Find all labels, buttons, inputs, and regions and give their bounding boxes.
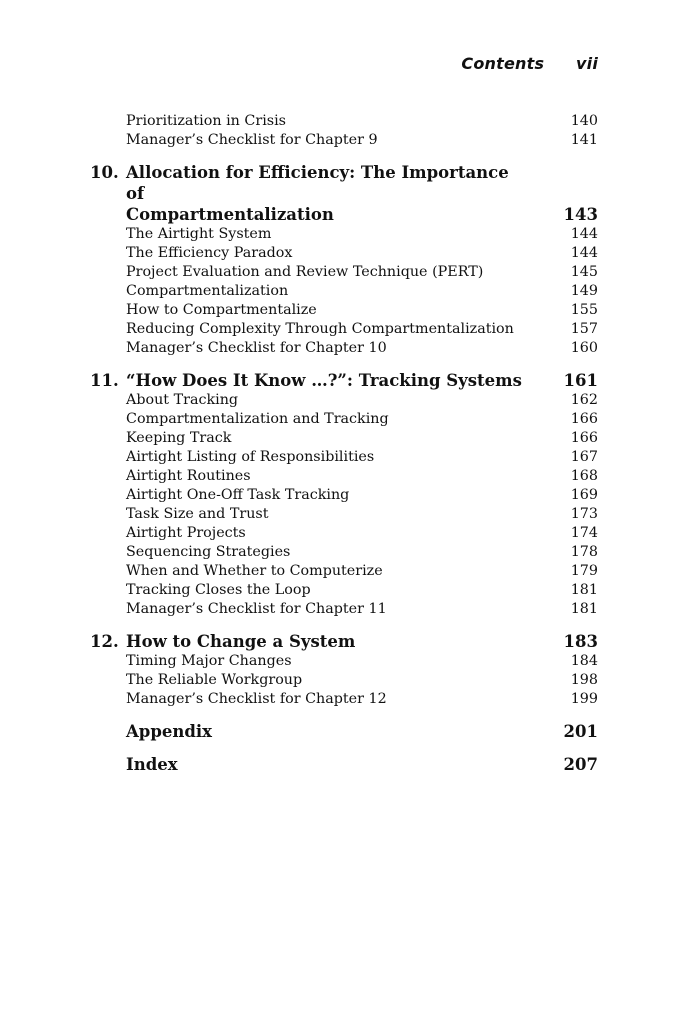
entry-title: About Tracking xyxy=(126,392,239,408)
entry-page: 149 xyxy=(570,283,598,299)
chapter-number: 12. xyxy=(90,632,119,651)
entry-page: 162 xyxy=(570,392,598,408)
entry-page: 166 xyxy=(570,411,598,427)
entry-title: Airtight One-Off Task Tracking xyxy=(126,487,350,503)
chapter-11 xyxy=(90,370,598,619)
index-entry[interactable] xyxy=(90,754,598,775)
entry-page: 141 xyxy=(570,132,598,148)
entry-page: 199 xyxy=(570,691,598,707)
entry-page: 179 xyxy=(570,563,598,579)
toc-entry[interactable] xyxy=(90,112,598,131)
entry-page: 155 xyxy=(570,302,598,318)
entry-title: Timing Major Changes xyxy=(126,653,292,669)
entry-page: 157 xyxy=(570,321,598,337)
entry-title: Tracking Closes the Loop xyxy=(126,582,311,598)
chapter-title-line1: Allocation for Efficiency: The Importance of xyxy=(126,163,509,203)
toc-entry[interactable] xyxy=(90,543,598,562)
entry-title: Airtight Listing of Responsibilities xyxy=(126,449,375,465)
toc-entry[interactable] xyxy=(90,225,598,244)
entry-title: When and Whether to Computerize xyxy=(126,563,383,579)
entry-page: 178 xyxy=(570,544,598,560)
toc-entry[interactable] xyxy=(90,505,598,524)
chapter-10 xyxy=(90,162,598,358)
toc-entry[interactable] xyxy=(90,448,598,467)
toc-entry[interactable] xyxy=(90,282,598,301)
toc-entry[interactable] xyxy=(90,244,598,263)
entry-title: The Efficiency Paradox xyxy=(126,245,293,261)
entry-title: Sequencing Strategies xyxy=(126,544,291,560)
toc-entry[interactable] xyxy=(90,562,598,581)
toc-entry[interactable] xyxy=(90,391,598,410)
toc-entry[interactable] xyxy=(90,339,598,358)
chapter-heading[interactable] xyxy=(90,370,598,391)
chapter-number: 11. xyxy=(90,371,119,390)
toc-entry[interactable] xyxy=(90,410,598,429)
toc-entry[interactable] xyxy=(90,690,598,709)
chapter-heading[interactable] xyxy=(90,162,598,225)
entry-title: The Reliable Workgroup xyxy=(126,672,303,688)
entry-page: 166 xyxy=(570,430,598,446)
entry-page: 140 xyxy=(570,113,598,129)
end-item-title: Appendix xyxy=(126,722,213,741)
entry-title: Compartmentalization and Tracking xyxy=(126,411,389,427)
entry-title: Prioritization in Crisis xyxy=(126,113,287,129)
entry-page: 145 xyxy=(570,264,598,280)
chapter-title-line1: How to Change a System xyxy=(126,632,356,651)
entry-page: 168 xyxy=(570,468,598,484)
end-item-title: Index xyxy=(126,755,178,774)
entry-page: 174 xyxy=(570,525,598,541)
toc-entry[interactable] xyxy=(90,671,598,690)
toc-entry[interactable] xyxy=(90,524,598,543)
entry-title: Task Size and Trust xyxy=(126,506,269,522)
entry-title: Compartmentalization xyxy=(126,283,289,299)
toc-entry[interactable] xyxy=(90,600,598,619)
toc-entry[interactable] xyxy=(90,581,598,600)
table-of-contents xyxy=(90,112,598,775)
end-item-page: 207 xyxy=(563,755,598,774)
toc-entry[interactable] xyxy=(90,467,598,486)
entry-page: 144 xyxy=(570,245,598,261)
running-header xyxy=(461,54,598,73)
chapter-page: 161 xyxy=(563,371,598,390)
toc-entry[interactable] xyxy=(90,652,598,671)
entry-page: 169 xyxy=(570,487,598,503)
entry-title: Keeping Track xyxy=(126,430,232,446)
appendix-entry[interactable] xyxy=(90,721,598,742)
entry-title: Airtight Routines xyxy=(126,468,251,484)
toc-entry[interactable] xyxy=(90,320,598,339)
chapter-page: 143 xyxy=(563,205,598,224)
chapter-page: 183 xyxy=(563,632,598,651)
chapter-title-line2: Compartmentalization xyxy=(126,205,334,224)
entry-page: 160 xyxy=(570,340,598,356)
entry-title: How to Compartmentalize xyxy=(126,302,317,318)
toc-entry[interactable] xyxy=(90,486,598,505)
chapter-title-line1: “How Does It Know …?”: Tracking Systems xyxy=(126,371,522,390)
entry-title: Airtight Projects xyxy=(126,525,246,541)
header-page-number: vii xyxy=(576,54,598,73)
entry-page: 144 xyxy=(570,226,598,242)
entry-page: 184 xyxy=(570,653,598,669)
entry-title: Manager’s Checklist for Chapter 12 xyxy=(126,691,387,707)
entry-title: Project Evaluation and Review Technique (PERT) xyxy=(126,264,484,280)
entry-title: Manager’s Checklist for Chapter 11 xyxy=(126,601,387,617)
entry-title: Reducing Complexity Through Compartmentalization xyxy=(126,321,514,337)
toc-entry[interactable] xyxy=(90,301,598,320)
entry-page: 198 xyxy=(570,672,598,688)
header-title: Contents xyxy=(461,54,545,73)
toc-entry[interactable] xyxy=(90,131,598,150)
entry-title: Manager’s Checklist for Chapter 10 xyxy=(126,340,387,356)
entry-title: The Airtight System xyxy=(126,226,272,242)
end-item-page: 201 xyxy=(563,722,598,741)
entry-page: 181 xyxy=(570,601,598,617)
chapter-heading[interactable] xyxy=(90,631,598,652)
entry-title: Manager’s Checklist for Chapter 9 xyxy=(126,132,378,148)
entry-page: 181 xyxy=(570,582,598,598)
toc-entry[interactable] xyxy=(90,429,598,448)
chapter-12 xyxy=(90,631,598,709)
chapter-number: 10. xyxy=(90,163,119,182)
entry-page: 167 xyxy=(570,449,598,465)
toc-entry[interactable] xyxy=(90,263,598,282)
entry-page: 173 xyxy=(570,506,598,522)
